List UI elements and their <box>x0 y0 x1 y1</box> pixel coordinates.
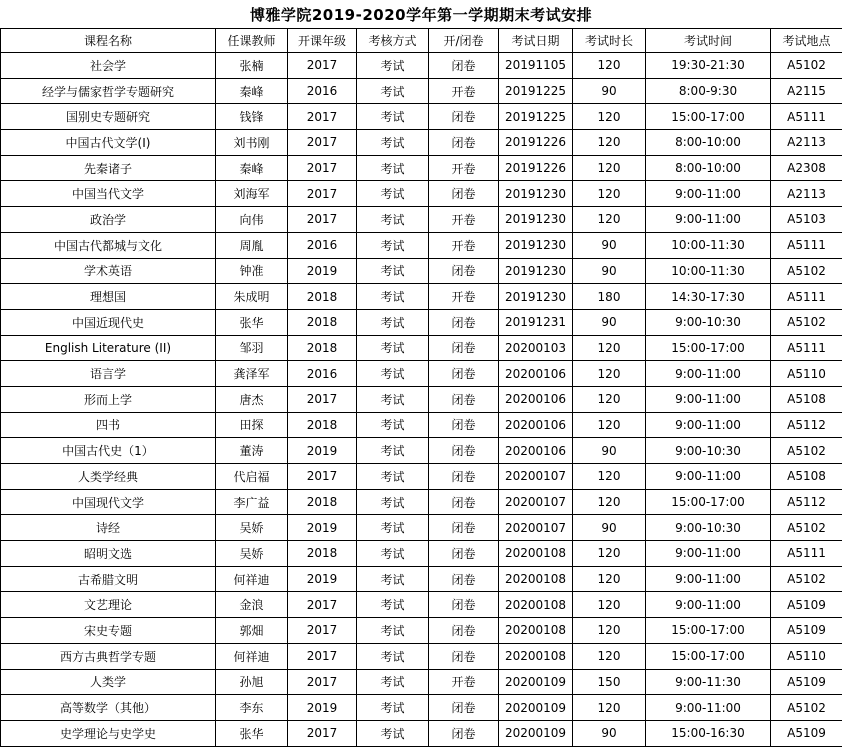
table-cell: 2018 <box>288 489 357 515</box>
table-cell: 田探 <box>216 412 288 438</box>
col-header-course-name: 课程名称 <box>1 29 216 53</box>
table-cell: English Literature (II) <box>1 335 216 361</box>
table-cell: 考试 <box>357 592 429 618</box>
table-cell: 9:00-10:30 <box>646 515 771 541</box>
table-cell: 120 <box>573 566 646 592</box>
table-cell: 15:00-16:30 <box>646 720 771 746</box>
table-cell: A5109 <box>771 592 842 618</box>
table-row <box>1 669 842 695</box>
table-cell: A2113 <box>771 130 842 156</box>
table-cell: 闭卷 <box>429 541 499 567</box>
table-cell: 15:00-17:00 <box>646 104 771 130</box>
table-cell: A5109 <box>771 669 842 695</box>
table-cell: 考试 <box>357 181 429 207</box>
table-cell: 2019 <box>288 515 357 541</box>
table-cell: 西方古典哲学专题 <box>1 643 216 669</box>
table-row <box>1 412 842 438</box>
table-cell: 董涛 <box>216 438 288 464</box>
table-cell: 秦峰 <box>216 78 288 104</box>
table-cell: 语言学 <box>1 361 216 387</box>
table-cell: 120 <box>573 386 646 412</box>
table-cell: 8:00-10:00 <box>646 155 771 181</box>
table-cell: 闭卷 <box>429 720 499 746</box>
table-cell: 120 <box>573 181 646 207</box>
table-cell: 张华 <box>216 720 288 746</box>
table-cell: 120 <box>573 643 646 669</box>
table-row <box>1 695 842 721</box>
table-cell: 考试 <box>357 464 429 490</box>
table-row <box>1 464 842 490</box>
table-cell: A5110 <box>771 643 842 669</box>
table-cell: 开卷 <box>429 78 499 104</box>
table-row <box>1 155 842 181</box>
col-header-exam-time: 考试时间 <box>646 29 771 53</box>
table-cell: 2017 <box>288 181 357 207</box>
table-cell: 20200107 <box>499 515 573 541</box>
table-cell: 2019 <box>288 695 357 721</box>
table-cell: 120 <box>573 207 646 233</box>
table-row <box>1 386 842 412</box>
table-cell: 先秦诸子 <box>1 155 216 181</box>
table-cell: 龚泽军 <box>216 361 288 387</box>
table-cell: 闭卷 <box>429 181 499 207</box>
table-cell: 2017 <box>288 669 357 695</box>
table-cell: 20200108 <box>499 618 573 644</box>
table-cell: 2016 <box>288 361 357 387</box>
table-cell: 开卷 <box>429 232 499 258</box>
table-cell: 考试 <box>357 618 429 644</box>
page-title: 博雅学院2019-2020学年第一学期期末考试安排 <box>249 5 593 24</box>
table-cell: 闭卷 <box>429 335 499 361</box>
table-cell: A2308 <box>771 155 842 181</box>
table-cell: 9:00-10:30 <box>646 309 771 335</box>
table-cell: 中国古代史（1） <box>1 438 216 464</box>
table-cell: A5102 <box>771 695 842 721</box>
table-cell: 2018 <box>288 284 357 310</box>
table-cell: 2017 <box>288 643 357 669</box>
table-cell: 2018 <box>288 335 357 361</box>
table-cell: 20191225 <box>499 78 573 104</box>
table-cell: 2019 <box>288 566 357 592</box>
table-body <box>1 53 842 747</box>
table-cell: 20200106 <box>499 412 573 438</box>
table-cell: A5102 <box>771 438 842 464</box>
table-cell: 形而上学 <box>1 386 216 412</box>
table-cell: 何祥迪 <box>216 566 288 592</box>
table-cell: 朱成明 <box>216 284 288 310</box>
table-cell: A5102 <box>771 515 842 541</box>
table-cell: 邹羽 <box>216 335 288 361</box>
table-cell: 李广益 <box>216 489 288 515</box>
table-cell: 120 <box>573 130 646 156</box>
table-cell: A5108 <box>771 464 842 490</box>
table-cell: 考试 <box>357 232 429 258</box>
table-cell: 向伟 <box>216 207 288 233</box>
table-cell: 金浪 <box>216 592 288 618</box>
table-cell: 开卷 <box>429 669 499 695</box>
table-cell: 理想国 <box>1 284 216 310</box>
table-cell: 20200106 <box>499 438 573 464</box>
table-cell: 2019 <box>288 258 357 284</box>
col-header-open-closed: 开/闭卷 <box>429 29 499 53</box>
table-cell: 考试 <box>357 412 429 438</box>
table-cell: 20191225 <box>499 104 573 130</box>
table-cell: 史学理论与史学史 <box>1 720 216 746</box>
table-row <box>1 104 842 130</box>
table-row <box>1 207 842 233</box>
table-cell: 2017 <box>288 592 357 618</box>
table-cell: A5109 <box>771 720 842 746</box>
table-cell: 学术英语 <box>1 258 216 284</box>
table-cell: 9:00-11:00 <box>646 541 771 567</box>
table-cell: 20191230 <box>499 258 573 284</box>
table-cell: 20191230 <box>499 232 573 258</box>
table-cell: 经学与儒家哲学专题研究 <box>1 78 216 104</box>
table-cell: 2017 <box>288 618 357 644</box>
table-cell: 吴娇 <box>216 515 288 541</box>
table-cell: 20200106 <box>499 361 573 387</box>
table-cell: 120 <box>573 464 646 490</box>
table-cell: 考试 <box>357 155 429 181</box>
table-cell: 考试 <box>357 78 429 104</box>
table-cell: 考试 <box>357 258 429 284</box>
table-row <box>1 181 842 207</box>
table-cell: 15:00-17:00 <box>646 335 771 361</box>
table-cell: 闭卷 <box>429 489 499 515</box>
table-cell: 宋史专题 <box>1 618 216 644</box>
table-cell: 15:00-17:00 <box>646 618 771 644</box>
table-cell: 闭卷 <box>429 386 499 412</box>
table-cell: 考试 <box>357 335 429 361</box>
table-cell: 闭卷 <box>429 515 499 541</box>
table-cell: 9:00-11:00 <box>646 566 771 592</box>
table-cell: 90 <box>573 438 646 464</box>
table-cell: 20200107 <box>499 464 573 490</box>
col-header-exam-duration: 考试时长 <box>573 29 646 53</box>
table-cell: 20191226 <box>499 155 573 181</box>
table-row <box>1 566 842 592</box>
table-row <box>1 361 842 387</box>
table-cell: A5112 <box>771 412 842 438</box>
table-cell: 考试 <box>357 53 429 79</box>
table-cell: 何祥迪 <box>216 643 288 669</box>
table-cell: 2017 <box>288 130 357 156</box>
table-cell: 2018 <box>288 541 357 567</box>
col-header-exam-date: 考试日期 <box>499 29 573 53</box>
table-cell: 120 <box>573 104 646 130</box>
table-cell: 9:00-11:00 <box>646 695 771 721</box>
table-cell: 社会学 <box>1 53 216 79</box>
table-cell: 8:00-10:00 <box>646 130 771 156</box>
table-cell: 120 <box>573 541 646 567</box>
table-cell: 昭明文选 <box>1 541 216 567</box>
table-cell: 10:00-11:30 <box>646 258 771 284</box>
table-cell: A5109 <box>771 618 842 644</box>
table-cell: 2016 <box>288 78 357 104</box>
table-cell: 人类学经典 <box>1 464 216 490</box>
table-row <box>1 592 842 618</box>
table-cell: 中国当代文学 <box>1 181 216 207</box>
table-cell: 闭卷 <box>429 258 499 284</box>
table-cell: 考试 <box>357 695 429 721</box>
table-cell: 20200108 <box>499 541 573 567</box>
table-cell: 2017 <box>288 207 357 233</box>
table-cell: 钱锋 <box>216 104 288 130</box>
table-cell: 孙旭 <box>216 669 288 695</box>
table-cell: 20200107 <box>499 489 573 515</box>
table-cell: A5102 <box>771 53 842 79</box>
table-cell: 考试 <box>357 515 429 541</box>
table-cell: 开卷 <box>429 284 499 310</box>
table-cell: 2017 <box>288 386 357 412</box>
table-cell: 闭卷 <box>429 643 499 669</box>
table-cell: 闭卷 <box>429 104 499 130</box>
table-cell: 郭畑 <box>216 618 288 644</box>
table-cell: 9:00-10:30 <box>646 438 771 464</box>
table-cell: 开卷 <box>429 207 499 233</box>
table-cell: 2017 <box>288 464 357 490</box>
table-cell: 闭卷 <box>429 464 499 490</box>
table-cell: A5111 <box>771 541 842 567</box>
table-cell: 120 <box>573 361 646 387</box>
table-cell: 闭卷 <box>429 695 499 721</box>
table-cell: 考试 <box>357 669 429 695</box>
table-cell: 120 <box>573 335 646 361</box>
table-cell: A5103 <box>771 207 842 233</box>
table-cell: 90 <box>573 258 646 284</box>
table-cell: 90 <box>573 78 646 104</box>
table-cell: 20200103 <box>499 335 573 361</box>
table-cell: 120 <box>573 489 646 515</box>
table-cell: 9:00-11:00 <box>646 207 771 233</box>
table-row <box>1 78 842 104</box>
table-cell: 唐杰 <box>216 386 288 412</box>
table-cell: 考试 <box>357 566 429 592</box>
header-row <box>1 29 842 53</box>
table-cell: A5111 <box>771 104 842 130</box>
table-cell: 20191226 <box>499 130 573 156</box>
table-cell: 闭卷 <box>429 566 499 592</box>
table-cell: 高等数学（其他） <box>1 695 216 721</box>
table-cell: 考试 <box>357 284 429 310</box>
table-cell: 2016 <box>288 232 357 258</box>
table-cell: 张楠 <box>216 53 288 79</box>
table-cell: 中国古代都城与文化 <box>1 232 216 258</box>
table-cell: A5108 <box>771 386 842 412</box>
table-cell: 20200109 <box>499 720 573 746</box>
table-cell: 中国古代文学(I) <box>1 130 216 156</box>
table-cell: 15:00-17:00 <box>646 643 771 669</box>
table-cell: 考试 <box>357 207 429 233</box>
table-cell: 90 <box>573 515 646 541</box>
table-cell: A5102 <box>771 566 842 592</box>
col-header-teacher: 任课教师 <box>216 29 288 53</box>
table-cell: 2018 <box>288 309 357 335</box>
table-cell: 2018 <box>288 412 357 438</box>
table-cell: 考试 <box>357 309 429 335</box>
table-row <box>1 643 842 669</box>
col-header-exam-location: 考试地点 <box>771 29 842 53</box>
table-cell: 吴娇 <box>216 541 288 567</box>
col-header-grade: 开课年级 <box>288 29 357 53</box>
table-cell: 20191230 <box>499 284 573 310</box>
table-cell: 9:00-11:00 <box>646 361 771 387</box>
table-cell: A5111 <box>771 335 842 361</box>
table-cell: A5102 <box>771 258 842 284</box>
table-cell: 9:00-11:30 <box>646 669 771 695</box>
table-cell: 刘海军 <box>216 181 288 207</box>
table-row <box>1 489 842 515</box>
table-cell: 考试 <box>357 104 429 130</box>
table-cell: A5110 <box>771 361 842 387</box>
table-row <box>1 515 842 541</box>
table-cell: 开卷 <box>429 155 499 181</box>
table-cell: 李东 <box>216 695 288 721</box>
table-cell: 2017 <box>288 104 357 130</box>
table-cell: 周胤 <box>216 232 288 258</box>
table-cell: 180 <box>573 284 646 310</box>
table-cell: 20191230 <box>499 207 573 233</box>
table-cell: 闭卷 <box>429 53 499 79</box>
table-cell: 闭卷 <box>429 361 499 387</box>
table-cell: 四书 <box>1 412 216 438</box>
table-row <box>1 232 842 258</box>
table-cell: 人类学 <box>1 669 216 695</box>
table-cell: 张华 <box>216 309 288 335</box>
table-cell: 国别史专题研究 <box>1 104 216 130</box>
table-cell: 闭卷 <box>429 309 499 335</box>
table-row <box>1 541 842 567</box>
table-row <box>1 130 842 156</box>
table-cell: 考试 <box>357 489 429 515</box>
table-cell: A2113 <box>771 181 842 207</box>
table-cell: 闭卷 <box>429 412 499 438</box>
table-cell: 120 <box>573 618 646 644</box>
table-cell: 代启福 <box>216 464 288 490</box>
table-cell: 14:30-17:30 <box>646 284 771 310</box>
table-cell: 120 <box>573 53 646 79</box>
table-cell: 120 <box>573 412 646 438</box>
table-cell: 中国现代文学 <box>1 489 216 515</box>
table-cell: 20191105 <box>499 53 573 79</box>
table-cell: 钟准 <box>216 258 288 284</box>
table-cell: 古希腊文明 <box>1 566 216 592</box>
table-cell: 90 <box>573 232 646 258</box>
table-cell: 9:00-11:00 <box>646 181 771 207</box>
table-cell: 20200109 <box>499 669 573 695</box>
table-cell: 考试 <box>357 130 429 156</box>
col-header-assess-method: 考核方式 <box>357 29 429 53</box>
table-cell: 90 <box>573 309 646 335</box>
table-cell: 120 <box>573 592 646 618</box>
table-cell: 20200109 <box>499 695 573 721</box>
table-cell: 刘书刚 <box>216 130 288 156</box>
table-cell: 20200106 <box>499 386 573 412</box>
table-cell: 9:00-11:00 <box>646 592 771 618</box>
table-cell: 20200108 <box>499 643 573 669</box>
table-cell: 9:00-11:00 <box>646 464 771 490</box>
table-cell: 150 <box>573 669 646 695</box>
table-cell: 8:00-9:30 <box>646 78 771 104</box>
table-cell: 9:00-11:00 <box>646 412 771 438</box>
table-cell: 诗经 <box>1 515 216 541</box>
table-row <box>1 284 842 310</box>
table-cell: 闭卷 <box>429 618 499 644</box>
table-cell: 10:00-11:30 <box>646 232 771 258</box>
table-cell: 秦峰 <box>216 155 288 181</box>
table-cell: 19:30-21:30 <box>646 53 771 79</box>
table-cell: 闭卷 <box>429 592 499 618</box>
table-cell: 考试 <box>357 541 429 567</box>
table-row <box>1 618 842 644</box>
table-cell: 2017 <box>288 720 357 746</box>
table-cell: 政治学 <box>1 207 216 233</box>
table-cell: 考试 <box>357 361 429 387</box>
table-row <box>1 258 842 284</box>
table-cell: 90 <box>573 720 646 746</box>
table-cell: 考试 <box>357 438 429 464</box>
table-cell: A5111 <box>771 284 842 310</box>
exam-schedule-table <box>0 28 842 747</box>
table-cell: A5112 <box>771 489 842 515</box>
table-cell: 文艺理论 <box>1 592 216 618</box>
table-cell: A5111 <box>771 232 842 258</box>
table-cell: 2017 <box>288 53 357 79</box>
table-row <box>1 720 842 746</box>
table-cell: 20200108 <box>499 592 573 618</box>
table-cell: A2115 <box>771 78 842 104</box>
table-cell: 9:00-11:00 <box>646 386 771 412</box>
table-cell: 20191231 <box>499 309 573 335</box>
table-cell: 120 <box>573 695 646 721</box>
table-cell: 考试 <box>357 386 429 412</box>
table-cell: 20191230 <box>499 181 573 207</box>
table-row <box>1 309 842 335</box>
table-cell: 15:00-17:00 <box>646 489 771 515</box>
table-cell: 考试 <box>357 643 429 669</box>
table-row <box>1 335 842 361</box>
table-cell: 2019 <box>288 438 357 464</box>
table-cell: 考试 <box>357 720 429 746</box>
table-row <box>1 53 842 79</box>
table-cell: A5102 <box>771 309 842 335</box>
table-row <box>1 438 842 464</box>
table-cell: 闭卷 <box>429 438 499 464</box>
table-cell: 20200108 <box>499 566 573 592</box>
table-cell: 中国近现代史 <box>1 309 216 335</box>
table-cell: 120 <box>573 155 646 181</box>
table-cell: 2017 <box>288 155 357 181</box>
table-cell: 闭卷 <box>429 130 499 156</box>
